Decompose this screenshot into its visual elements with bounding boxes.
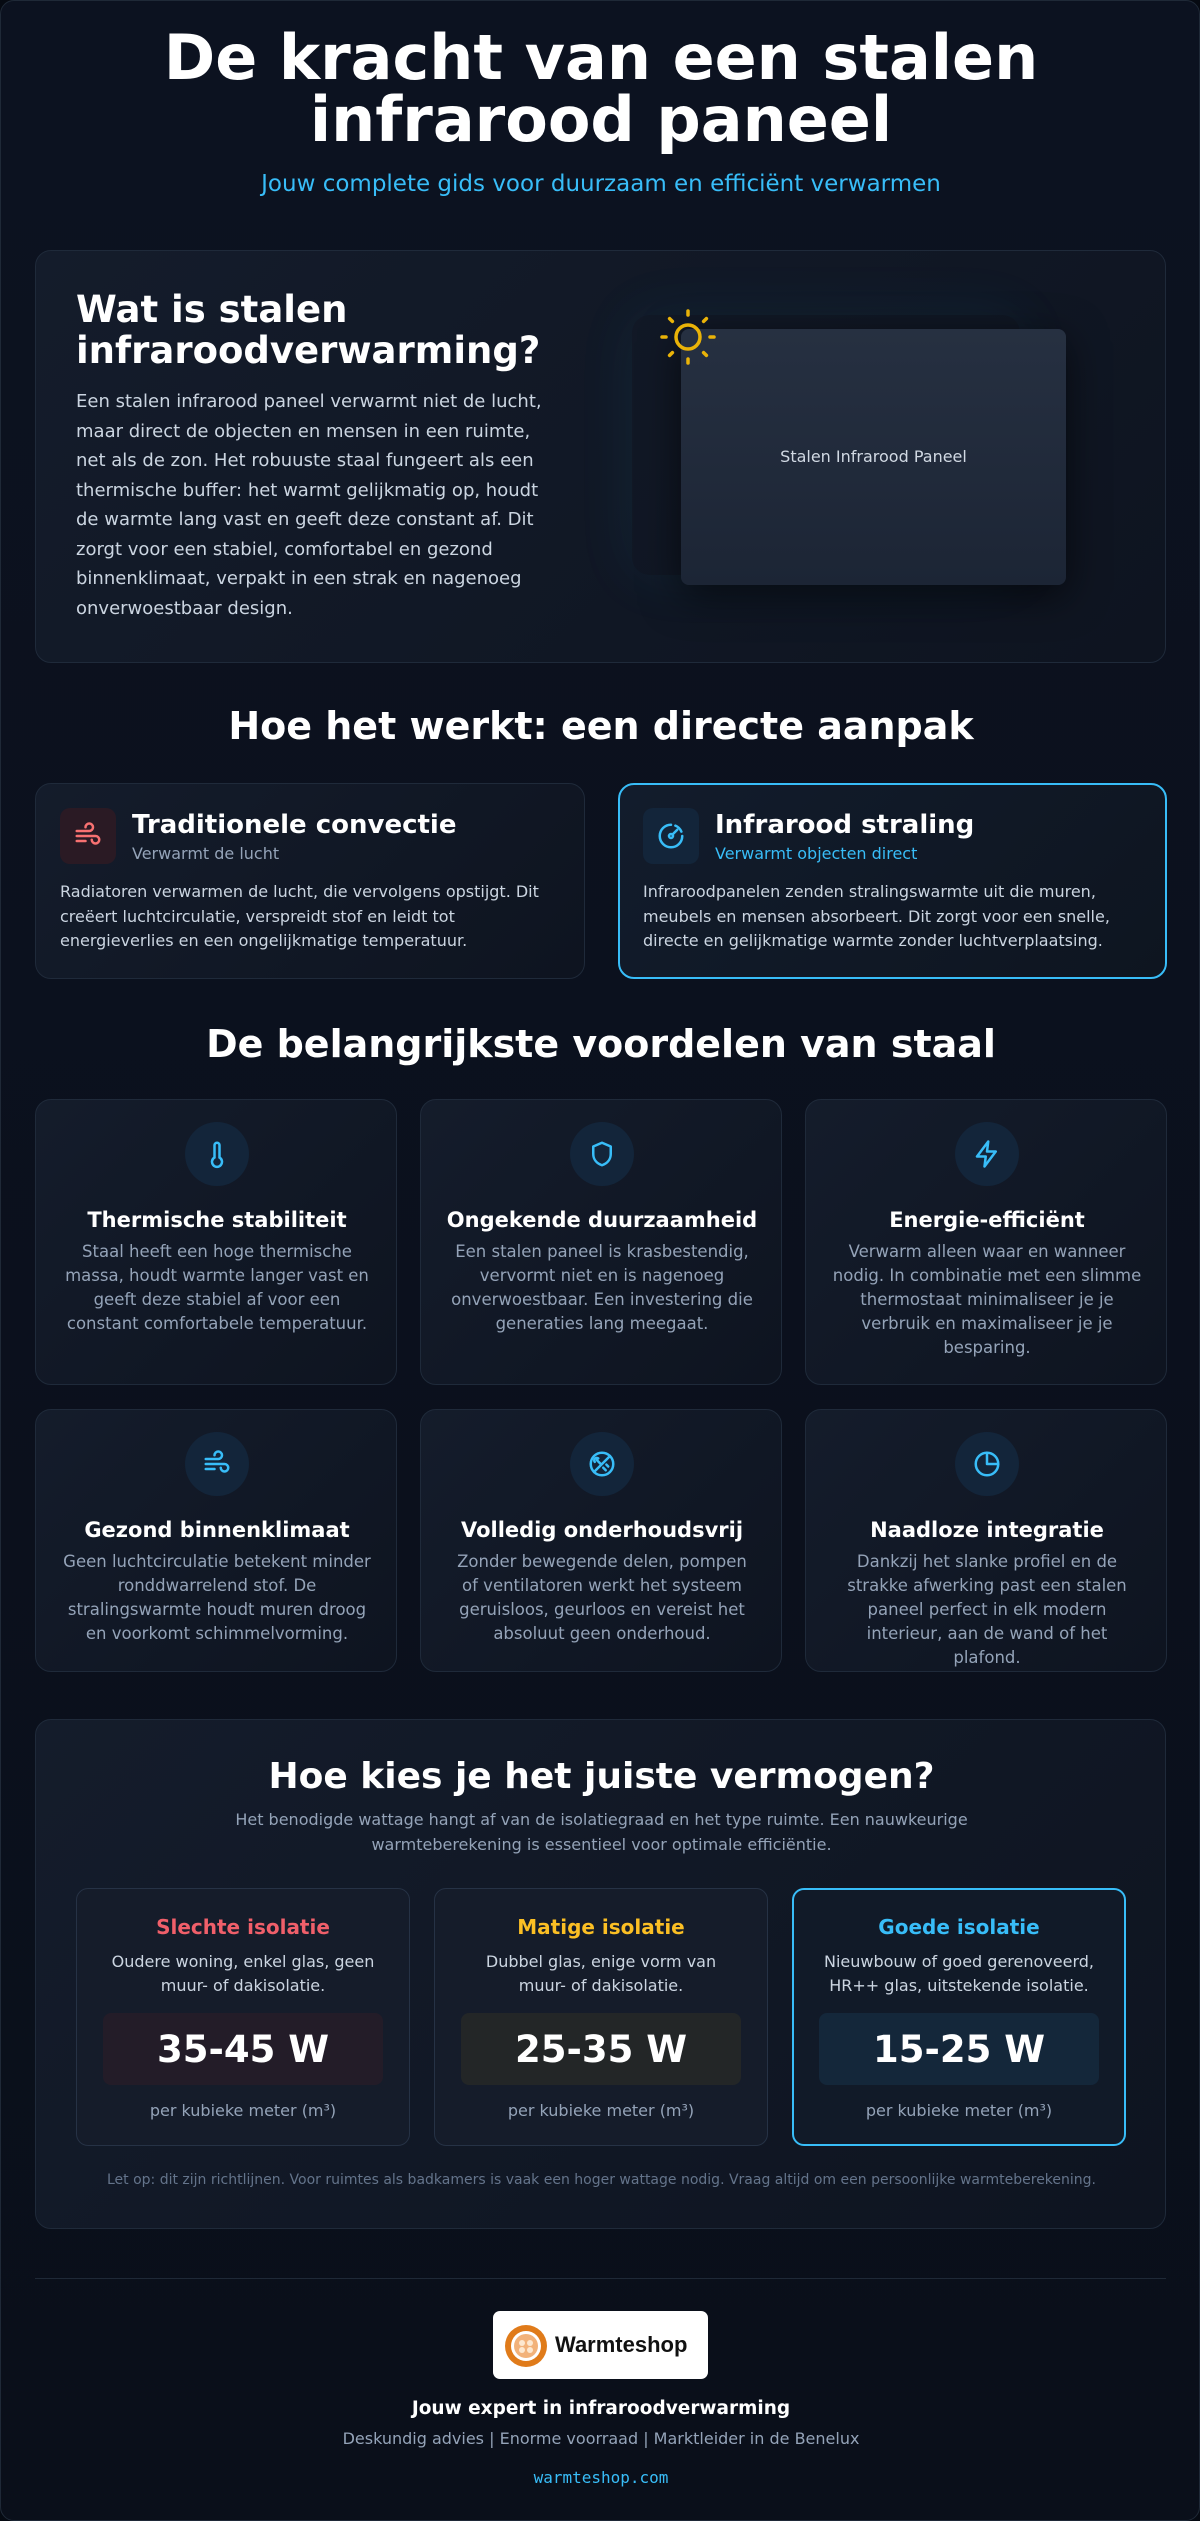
how-card-text: Infraroodpanelen zenden stralingswarmte uit die muren, meubels en mensen absorbeert. Dit zorgt voor een snelle, directe en gelijkmatige warmte zonder luchtverplaatsing. — [643, 882, 1110, 950]
footer-divider — [35, 2278, 1166, 2279]
benefit-card — [420, 1099, 782, 1385]
how-section-title: Hoe het werkt: een directe aanpak — [228, 704, 974, 748]
page-title: De kracht van een stalen infrarood paneel — [163, 21, 1039, 156]
pie-chart-icon — [955, 1432, 1019, 1496]
tier-name: Matige isolatie — [517, 1915, 685, 1939]
footer-link[interactable]: warmteshop.com — [533, 2468, 669, 2487]
logo-icon — [503, 2323, 549, 2369]
benefit-text: Geen luchtcirculatie betekent minder ronddwarrelend stof. De stralingswarmte houdt muren droog en voorkomt schimmelvorming. — [63, 1552, 371, 1643]
page-subtitle: Jouw complete gids voor duurzaam en efficiënt verwarmen — [261, 171, 941, 197]
gauge-icon — [643, 808, 699, 864]
benefit-card — [35, 1099, 397, 1385]
benefit-card — [35, 1409, 397, 1672]
footer-subline: Deskundig advies | Enorme voorraad | Marktleider in de Benelux — [342, 2429, 860, 2448]
tier-card-poor — [76, 1888, 410, 2146]
power-note: Let op: dit zijn richtlijnen. Voor ruimtes als badkamers is vaak een hoger wattage nodig. Vraag altijd om een persoonlijke warmteberekening. — [106, 2172, 1097, 2188]
brand-logo[interactable] — [493, 2311, 708, 2379]
wind-icon — [60, 808, 116, 864]
tier-name: Goede isolatie — [878, 1915, 1040, 1939]
tier-card-moderate — [434, 1888, 768, 2146]
power-title: Hoe kies je het juiste vermogen? — [268, 1756, 935, 1797]
sun-icon — [656, 305, 720, 373]
how-card-infrared — [618, 783, 1167, 979]
benefit-title: Thermische stabiliteit — [87, 1208, 347, 1232]
benefit-text: Zonder bewegende delen, pompen of ventilatoren werkt het systeem geruisloos, geurloos en vereist het absoluut geen onderhoud. — [457, 1552, 747, 1643]
how-card-title: Traditionele convectie — [132, 810, 457, 840]
benefit-card — [805, 1409, 1167, 1672]
intro-text: Een stalen infrarood paneel verwarmt niet de lucht, maar direct de objecten en mensen in een ruimte, net als de zon. Het robuuste staal fungeert als een thermische buffer: het warmt gelijkmatig op, houdt de warmte lang vast en geeft deze constant af. Dit zorgt voor een stabiel, comfortabel en gezond binnenklimaat, verpakt in een strak en nagenoeg onverwoestbaar design. — [76, 391, 542, 619]
tier-card-good — [792, 1888, 1126, 2146]
how-card-subtitle: Verwarmt objecten direct — [715, 844, 918, 863]
benefit-title: Energie-efficiënt — [889, 1208, 1085, 1232]
benefit-title: Volledig onderhoudsvrij — [460, 1518, 744, 1542]
how-card-subtitle: Verwarmt de lucht — [132, 844, 280, 863]
panel-label: Stalen Infrarood Paneel — [780, 447, 967, 466]
benefit-text: Dankzij het slanke profiel en de strakke afwerking past een stalen paneel perfect in elk modern interieur, aan de wand of het plafond. — [847, 1552, 1127, 1667]
tier-value: 35-45 W — [103, 2013, 383, 2085]
tier-desc: Oudere woning, enkel glas, geen muur- of dakisolatie. — [111, 1952, 375, 1995]
intro-title: Wat is stalen infraroodverwarming? — [76, 288, 541, 372]
wind-icon — [185, 1432, 249, 1496]
benefit-card — [805, 1099, 1167, 1385]
power-intro: Het benodigde wattage hangt af van de isolatiegraad en het type ruimte. Een nauwkeurige warmteberekening is essentieel voor optimale efficiëntie. — [235, 1810, 968, 1854]
tier-unit: per kubieke meter (m³) — [507, 2101, 695, 2120]
logo-text: Warmteshop — [555, 2332, 688, 2357]
benefit-text: Een stalen paneel is krasbestendig, vervormt niet en is nagenoeg onverwoestbaar. Een investering die generaties lang meegaat. — [451, 1242, 753, 1333]
benefit-title: Gezond binnenklimaat — [84, 1518, 350, 1542]
tier-desc: Nieuwbouw of goed gerenoveerd, HR++ glas, uitstekende isolatie. — [824, 1952, 1094, 1995]
shield-icon — [570, 1122, 634, 1186]
tier-unit: per kubieke meter (m³) — [149, 2101, 337, 2120]
footer-tagline: Jouw expert in infraroodverwarming — [411, 2398, 791, 2419]
benefit-card — [420, 1409, 782, 1672]
panel-illustration — [681, 329, 1066, 585]
benefits-section-title: De belangrijkste voordelen van staal — [206, 1022, 996, 1066]
tier-name: Slechte isolatie — [156, 1915, 330, 1939]
how-card-title: Infrarood straling — [715, 810, 975, 840]
how-card-convection — [35, 783, 585, 979]
intro-card — [35, 250, 1166, 663]
benefit-title: Naadloze integratie — [870, 1518, 1104, 1542]
tier-unit: per kubieke meter (m³) — [865, 2101, 1053, 2120]
benefit-text: Staal heeft een hoge thermische massa, houdt warmte langer vast en geeft deze stabiel af voor een constant comfortabele temperatuur. — [65, 1242, 369, 1333]
benefit-title: Ongekende duurzaamheid — [446, 1208, 758, 1232]
how-card-text: Radiatoren verwarmen de lucht, die vervolgens opstijgt. Dit creëert luchtcirculatie, verspreidt stof en leidt tot energieverlies en een ongelijkmatige temperatuur. — [60, 882, 539, 950]
lightning-icon — [955, 1122, 1019, 1186]
tier-desc: Dubbel glas, enige vorm van muur- of dakisolatie. — [485, 1952, 717, 1995]
thermometer-icon — [185, 1122, 249, 1186]
no-tools-icon — [570, 1432, 634, 1496]
power-card — [35, 1719, 1166, 2229]
tier-value: 25-35 W — [461, 2013, 741, 2085]
tier-value: 15-25 W — [819, 2013, 1099, 2085]
benefit-text: Verwarm alleen waar en wanneer nodig. In combinatie met een slimme thermostaat minimaliseer je je verbruik en maximaliseer je je besparing. — [832, 1242, 1142, 1357]
